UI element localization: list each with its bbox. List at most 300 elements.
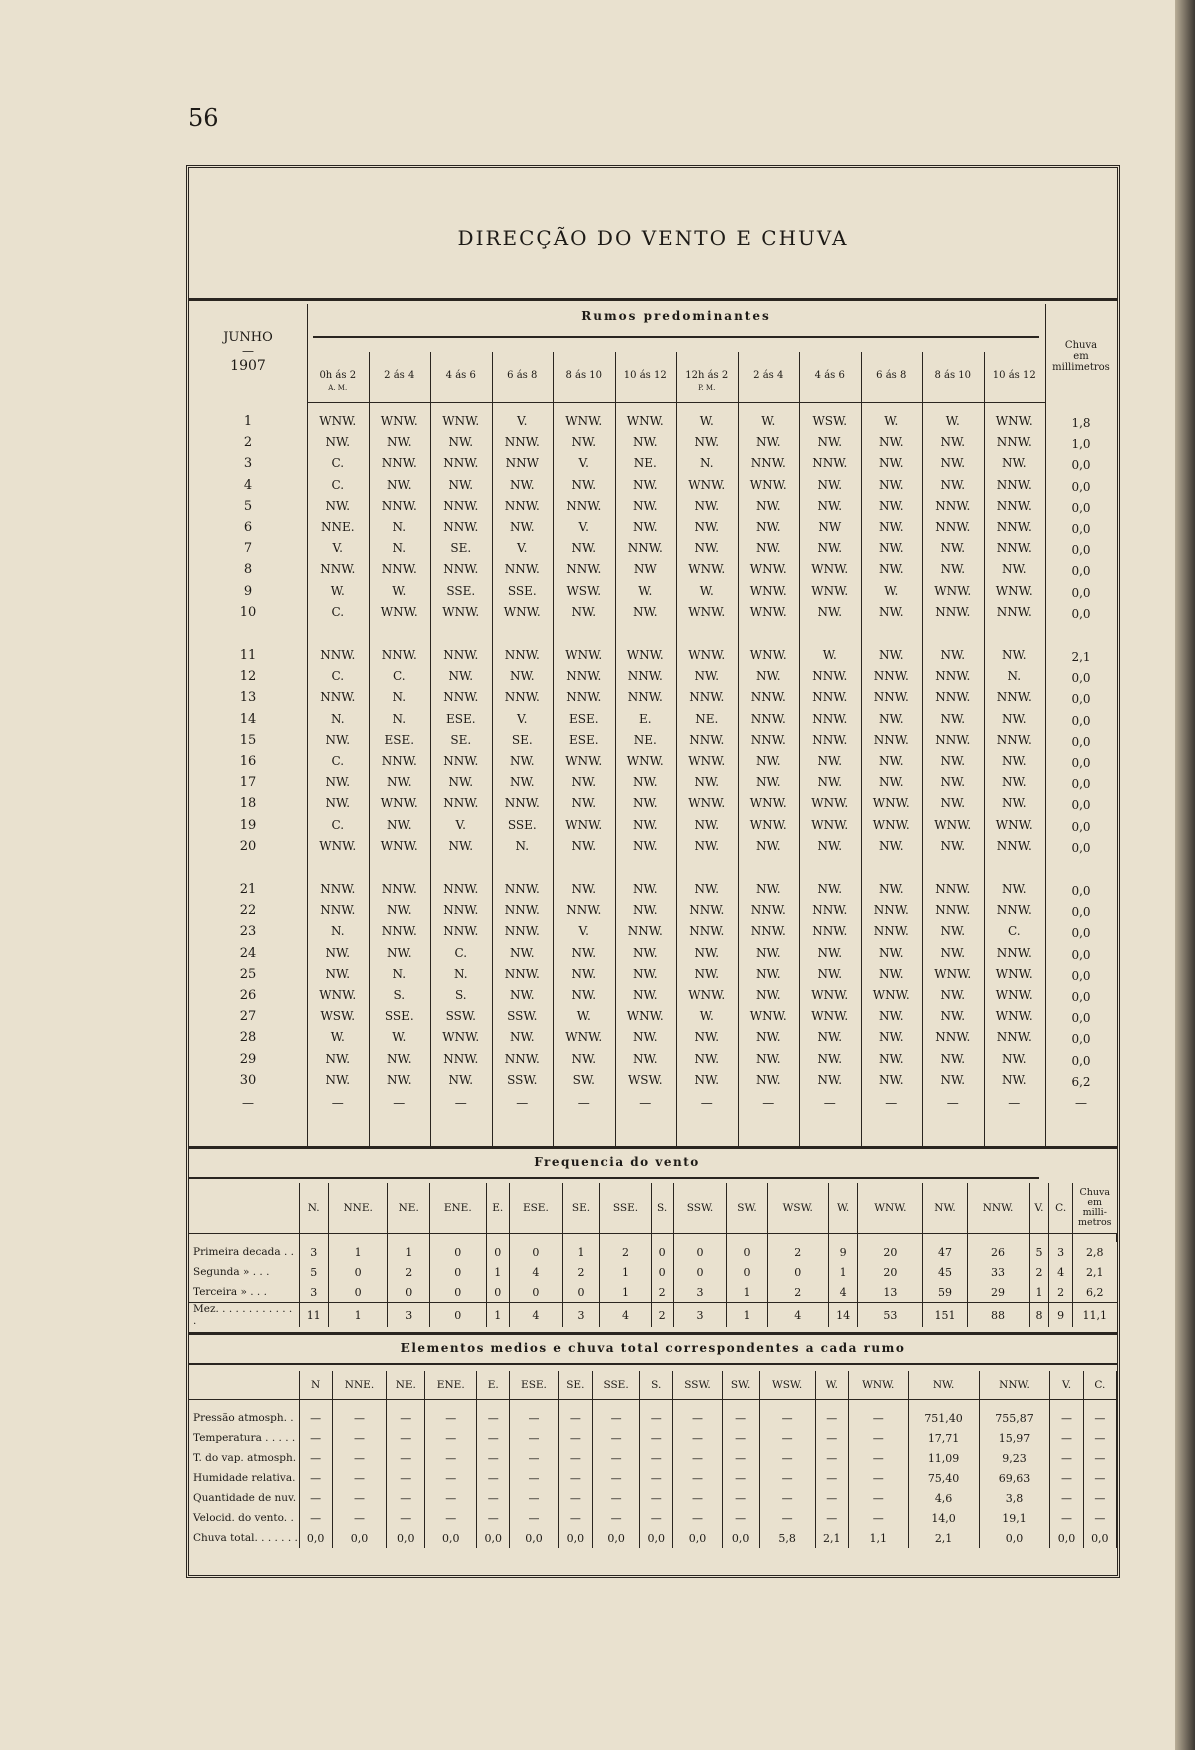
value-cell: 5,8 <box>759 1528 815 1548</box>
direction-header: SE. <box>558 1371 592 1400</box>
wind-direction-cell: NW. <box>632 477 658 492</box>
wind-direction-cell: NW. <box>817 882 843 896</box>
value-cell: — <box>722 1408 759 1428</box>
direction-header: W. <box>828 1183 857 1234</box>
value-cell: — <box>299 1508 332 1528</box>
value-cell: 53 <box>858 1303 923 1328</box>
day-number: 3 <box>243 456 253 472</box>
page-number: 56 <box>188 104 219 132</box>
day-number: 24 <box>239 945 257 961</box>
wind-direction-cell: SSE. <box>446 583 476 598</box>
wind-direction-cell: NW. <box>571 477 597 492</box>
wind-direction-cell: V. <box>578 520 589 534</box>
period-subheader: A. M. <box>328 384 348 392</box>
wind-direction-cell: NNW. <box>996 498 1032 513</box>
wind-direction-cell: NW. <box>940 477 966 492</box>
wind-direction-cell: NW. <box>694 838 720 853</box>
wind-direction-cell: NW. <box>325 498 351 513</box>
spacer-cell <box>600 1234 651 1243</box>
wind-direction-cell: NNW. <box>504 562 540 577</box>
value-cell: 1 <box>828 1262 857 1282</box>
wind-direction-cell: NW. <box>817 966 843 981</box>
period-header: 4 ás 6 <box>814 370 845 381</box>
column-rule <box>369 352 370 1146</box>
value-cell: — <box>510 1408 558 1428</box>
wind-direction-cell: NW. <box>1001 711 1027 726</box>
wind-direction-cell: NW. <box>878 754 904 768</box>
wind-direction-cell: NW. <box>755 966 781 981</box>
daily-rain: 0,0 <box>1071 926 1091 941</box>
direction-header: SE. <box>562 1183 600 1234</box>
wind-direction-cell: N. <box>515 838 530 853</box>
wind-direction-cell: NNW. <box>996 945 1032 960</box>
wind-direction-cell: NW. <box>1001 775 1027 790</box>
wind-direction-cell: NW. <box>1001 1072 1027 1087</box>
value-cell: 17,71 <box>908 1428 979 1448</box>
value-cell: 0 <box>510 1242 563 1262</box>
wind-direction-cell: NW. <box>325 1072 351 1087</box>
wind-direction-cell: W. <box>699 1009 714 1024</box>
wind-direction-cell: NNW. <box>381 648 417 662</box>
spacer-cell <box>1050 1400 1083 1409</box>
page-edge-shadow <box>1175 0 1195 1750</box>
wind-direction-cell: V. <box>578 456 589 471</box>
wind-direction-cell: NW. <box>571 966 597 981</box>
value-cell: — <box>815 1408 848 1428</box>
day-number: 19 <box>239 817 257 833</box>
value-cell: 5 <box>1029 1242 1049 1262</box>
value-cell: 2 <box>388 1262 430 1282</box>
wind-direction-cell: NW. <box>940 754 966 768</box>
value-cell: — <box>640 1508 673 1528</box>
value-cell: 2 <box>651 1303 673 1328</box>
wind-direction-cell: WNW. <box>688 988 726 1002</box>
title-box <box>189 168 1117 301</box>
wind-direction-cell: NW. <box>325 796 351 811</box>
wind-direction-cell: NW. <box>878 945 904 960</box>
day-number: 15 <box>239 732 257 748</box>
value-cell: — <box>722 1508 759 1528</box>
value-cell: — <box>848 1408 908 1428</box>
wind-direction-cell: NNW. <box>935 520 971 534</box>
value-cell: 0,0 <box>477 1528 510 1548</box>
value-cell: — <box>673 1488 722 1508</box>
value-cell: 3 <box>562 1303 600 1328</box>
day-number: 27 <box>239 1009 257 1025</box>
wind-direction-cell: WNW. <box>749 1009 787 1024</box>
direction-header: E. <box>486 1183 510 1234</box>
wind-direction-cell: NW. <box>571 988 597 1002</box>
wind-direction-cell: SSW. <box>445 1009 476 1024</box>
direction-header: WNW. <box>858 1183 923 1234</box>
wind-direction-cell: N. <box>1007 669 1022 684</box>
period-header: 4 ás 6 <box>445 370 476 381</box>
wind-direction-cell: NW. <box>694 1072 720 1087</box>
daily-rain: 0,0 <box>1071 777 1091 792</box>
wind-direction-cell: NNW. <box>320 690 356 705</box>
wind-direction-cell: NW. <box>694 498 720 513</box>
value-cell: — <box>848 1508 908 1528</box>
column-rule <box>922 352 923 1146</box>
value-cell: — <box>387 1508 425 1528</box>
spacer-cell <box>640 1400 673 1409</box>
day-number: 25 <box>239 966 257 982</box>
wind-direction-cell: NNW. <box>750 732 786 747</box>
wind-direction-cell: NNW. <box>443 924 479 939</box>
wind-direction-cell: NW. <box>632 775 658 790</box>
wind-direction-cell: NW. <box>940 1009 966 1024</box>
value-cell: 751,40 <box>908 1408 979 1428</box>
period-header: 8 ás 10 <box>934 370 972 381</box>
wind-direction-cell: NW. <box>755 1051 781 1066</box>
column-rule <box>615 352 616 1146</box>
wind-direction-cell: NNW. <box>996 838 1032 853</box>
wind-direction-cell: NNW. <box>443 796 479 811</box>
direction-header: SW. <box>722 1371 759 1400</box>
value-cell: 3 <box>673 1303 727 1328</box>
wind-direction-cell: NW. <box>632 882 658 896</box>
value-cell: — <box>673 1408 722 1428</box>
spacer-cell <box>486 1234 510 1243</box>
wind-direction-cell: NNW. <box>996 903 1032 918</box>
value-cell: — <box>1083 1468 1116 1488</box>
end-dash: — <box>242 1096 254 1110</box>
wind-direction-cell: NW. <box>755 882 781 896</box>
direction-header: N <box>299 1371 332 1400</box>
wind-direction-cell: NW. <box>878 648 904 662</box>
wind-direction-cell: NNW. <box>443 882 479 896</box>
direction-header: NNW. <box>979 1371 1050 1400</box>
wind-direction-cell: NNW. <box>750 690 786 705</box>
rain-value: 6,2 <box>1073 1282 1117 1303</box>
wind-direction-cell: W. <box>330 583 345 598</box>
value-cell: 4 <box>1049 1262 1073 1282</box>
wind-direction-cell: NW. <box>694 541 720 556</box>
wind-direction-cell: NW. <box>694 1030 720 1045</box>
wind-direction-cell: WNW. <box>934 583 972 598</box>
value-cell: 0 <box>486 1282 510 1303</box>
wind-direction-cell: NNW. <box>566 669 602 684</box>
value-cell: 1 <box>562 1242 600 1262</box>
period-header: 2 ás 4 <box>753 370 784 381</box>
wind-direction-cell: NW. <box>694 669 720 684</box>
wind-direction-cell: NNW. <box>873 732 909 747</box>
wind-direction-cell: NNW. <box>443 520 479 534</box>
wind-direction-cell: NNW. <box>566 498 602 513</box>
wind-direction-cell: NW. <box>632 817 658 832</box>
day-number: 29 <box>239 1051 257 1067</box>
row-label: Terceira » . . . <box>189 1282 299 1303</box>
wind-direction-cell: NNW. <box>812 711 848 726</box>
wind-direction-cell: NW. <box>940 838 966 853</box>
wind-direction-cell: NNW. <box>996 520 1032 534</box>
wind-direction-cell: WNW. <box>811 988 849 1002</box>
wind-direction-cell: S. <box>454 988 467 1002</box>
wind-direction-cell: N. <box>330 924 345 939</box>
wind-direction-cell: WNW. <box>442 604 480 619</box>
end-dash: — <box>393 1096 406 1110</box>
row-label: Chuva total. . . . . . . <box>189 1528 299 1548</box>
wind-direction-cell: NW. <box>386 817 412 832</box>
wind-direction-cell: WNW. <box>811 562 849 577</box>
wind-direction-cell: W. <box>822 648 837 662</box>
day-number: 16 <box>239 754 257 769</box>
wind-direction-cell: WNW. <box>934 817 972 832</box>
wind-direction-cell: WNW. <box>749 604 787 619</box>
daily-rain: 0,0 <box>1071 819 1091 834</box>
wind-direction-cell: WNW. <box>380 838 418 853</box>
wind-direction-cell: NNW. <box>996 690 1032 705</box>
rain-header-line: metros <box>1077 1217 1112 1228</box>
value-cell: 15,97 <box>979 1428 1050 1448</box>
daily-rain: 2,1 <box>1071 650 1091 664</box>
wind-direction-cell: NW. <box>940 796 966 811</box>
wind-direction-cell: WNW. <box>626 1009 664 1024</box>
wind-direction-cell: NNW. <box>812 732 848 747</box>
wind-direction-cell: V. <box>517 541 528 556</box>
value-cell: — <box>1050 1428 1083 1448</box>
wind-direction-cell: NNW. <box>689 690 725 705</box>
wind-direction-cell: NNW. <box>812 903 848 918</box>
month-year: 1907 <box>230 358 266 374</box>
wind-direction-cell: WNW. <box>811 796 849 811</box>
daily-rain: 0,0 <box>1071 968 1091 983</box>
value-cell: — <box>558 1488 592 1508</box>
wind-direction-cell: NW. <box>325 966 351 981</box>
wind-direction-cell: NW. <box>694 882 720 896</box>
wind-direction-cell: NW. <box>509 945 535 960</box>
wind-direction-cell: NNW. <box>935 669 971 684</box>
value-cell: 4 <box>828 1282 857 1303</box>
value-cell: — <box>759 1488 815 1508</box>
rain-value: 2,1 <box>1073 1262 1117 1282</box>
wind-direction-cell: NNW. <box>381 562 417 577</box>
wind-direction-cell: N. <box>453 966 468 981</box>
wind-direction-cell: WNW. <box>811 583 849 598</box>
table-frame <box>186 165 1120 1578</box>
value-cell: 69,63 <box>979 1468 1050 1488</box>
wind-direction-cell: NW. <box>878 882 904 896</box>
wind-direction-cell: NW. <box>386 903 412 918</box>
spacer-cell <box>299 1400 332 1409</box>
value-cell: — <box>759 1508 815 1528</box>
value-cell: 0,0 <box>673 1528 722 1548</box>
period-subheader: P. M. <box>698 384 716 392</box>
daily-rain: 0,0 <box>1071 884 1091 898</box>
elements-rule <box>189 1363 1117 1365</box>
wind-direction-cell: NNW. <box>381 924 417 939</box>
wind-direction-cell: NW. <box>817 435 843 450</box>
wind-direction-cell: NW. <box>632 988 658 1002</box>
wind-direction-cell: S. <box>393 988 406 1002</box>
value-cell: 0 <box>429 1282 486 1303</box>
spacer-cell <box>510 1400 558 1409</box>
wind-direction-cell: C. <box>331 456 345 471</box>
value-cell: 1 <box>328 1242 388 1262</box>
spacer-cell <box>332 1400 387 1409</box>
spacer-cell <box>722 1400 759 1409</box>
wind-direction-cell: NW. <box>817 1051 843 1066</box>
wind-direction-cell: NW. <box>694 775 720 790</box>
spacer-cell <box>1049 1234 1073 1243</box>
frequency-section <box>189 1146 1117 1332</box>
period-header: 8 ás 10 <box>565 370 603 381</box>
spacer-cell <box>593 1400 640 1409</box>
spacer-cell <box>328 1234 388 1243</box>
wind-direction-cell: NNW. <box>873 690 909 705</box>
wind-direction-cell: NW. <box>940 988 966 1002</box>
day-number: 6 <box>243 520 253 535</box>
value-cell: — <box>640 1428 673 1448</box>
end-dash: — <box>700 1096 713 1110</box>
wind-direction-cell: NW. <box>448 838 474 853</box>
value-cell: 0 <box>727 1242 767 1262</box>
wind-direction-cell: NW. <box>386 775 412 790</box>
wind-direction-cell: WNW. <box>319 414 357 428</box>
value-cell: — <box>387 1448 425 1468</box>
wind-direction-cell: NW. <box>1001 1051 1027 1066</box>
wind-direction-cell: WNW. <box>688 562 726 577</box>
day-number: 5 <box>243 498 253 514</box>
value-cell: — <box>722 1448 759 1468</box>
value-cell: 0 <box>429 1262 486 1282</box>
value-cell: 0 <box>388 1282 430 1303</box>
day-number: 12 <box>239 669 257 685</box>
wind-direction-cell: NW. <box>817 498 843 513</box>
value-cell: — <box>815 1508 848 1528</box>
wind-direction-cell: NW. <box>755 1030 781 1045</box>
wind-direction-cell: WNW. <box>934 966 972 981</box>
wind-direction-cell: NNW. <box>443 1051 479 1066</box>
month-dash: — <box>242 344 254 358</box>
wind-direction-cell: NNW. <box>504 1051 540 1066</box>
spacer-cell <box>673 1400 722 1409</box>
value-cell: 1 <box>388 1242 430 1262</box>
wind-direction-cell: WNW. <box>565 414 603 428</box>
spacer-cell <box>189 1400 299 1409</box>
wind-direction-cell: NW. <box>325 945 351 960</box>
value-cell: — <box>558 1508 592 1528</box>
wind-direction-cell: NW. <box>878 775 904 790</box>
wind-direction-cell: N. <box>392 711 407 726</box>
value-cell: 0 <box>651 1262 673 1282</box>
wind-direction-cell: NNW. <box>566 903 602 918</box>
value-cell: 1 <box>727 1303 767 1328</box>
frequency-table <box>189 1149 1117 1327</box>
spacer-cell <box>759 1400 815 1409</box>
wind-direction-cell: NW. <box>1001 562 1027 577</box>
spacer <box>189 1149 1117 1183</box>
value-cell: — <box>510 1468 558 1488</box>
wind-direction-cell: SSW. <box>507 1072 538 1087</box>
value-cell: — <box>425 1508 477 1528</box>
value-cell: 4,6 <box>908 1488 979 1508</box>
value-cell: 0,0 <box>425 1528 477 1548</box>
daily-rain: 0,0 <box>1071 543 1091 558</box>
value-cell: — <box>1050 1488 1083 1508</box>
wind-direction-cell: NNW. <box>873 903 909 918</box>
end-dash: — <box>1008 1096 1021 1110</box>
wind-direction-cell: NNW. <box>750 924 786 939</box>
value-cell: — <box>332 1508 387 1528</box>
day-number: 28 <box>239 1030 257 1046</box>
value-cell: 4 <box>510 1262 563 1282</box>
wind-direction-cell: NW. <box>878 562 904 577</box>
value-cell: — <box>332 1448 387 1468</box>
wind-direction-cell: NW. <box>817 541 843 556</box>
end-dash: — <box>1075 1096 1087 1110</box>
wind-direction-cell: WNW. <box>565 817 603 832</box>
spacer-cell <box>828 1234 857 1243</box>
wind-direction-cell: NW. <box>1001 796 1027 811</box>
row-label: Velocid. do vento. . <box>189 1508 299 1528</box>
value-cell: 0,0 <box>558 1528 592 1548</box>
day-number: 23 <box>239 924 257 940</box>
daily-rain: 0,0 <box>1071 1011 1091 1026</box>
wind-direction-cell: NNW. <box>443 648 479 662</box>
wind-direction-cell: NW. <box>325 732 351 747</box>
wind-direction-cell: NW. <box>571 541 597 556</box>
wind-direction-cell: C. <box>1007 924 1021 939</box>
wind-direction-cell: WSW. <box>320 1009 356 1024</box>
value-cell: 0,0 <box>299 1528 332 1548</box>
wind-direction-cell: NW. <box>448 435 474 450</box>
value-cell: — <box>593 1428 640 1448</box>
wind-direction-cell: NW. <box>1001 456 1027 471</box>
value-cell: 0 <box>510 1282 563 1303</box>
column-rule <box>553 352 554 1146</box>
wind-direction-cell: NW. <box>755 1072 781 1087</box>
value-cell: 0 <box>767 1262 828 1282</box>
end-dash: — <box>885 1096 898 1110</box>
wind-direction-cell: NW. <box>940 435 966 450</box>
value-cell: — <box>299 1408 332 1428</box>
wind-direction-cell: NW. <box>940 562 966 577</box>
day-number: 1 <box>243 414 253 429</box>
wind-direction-cell: NW. <box>878 1051 904 1066</box>
wind-direction-cell: NW <box>818 520 842 534</box>
wind-direction-cell: V. <box>332 541 343 556</box>
value-cell: — <box>1083 1508 1116 1528</box>
wind-direction-cell: N. <box>330 711 345 726</box>
value-cell: 151 <box>923 1303 967 1328</box>
daily-rain: 0,0 <box>1071 606 1091 621</box>
value-cell: 1 <box>1029 1282 1049 1303</box>
value-cell: 2 <box>600 1242 651 1262</box>
value-cell: 9 <box>1049 1303 1073 1328</box>
value-cell: — <box>477 1448 510 1468</box>
wind-direction-cell: NW. <box>632 945 658 960</box>
direction-header: C. <box>1083 1371 1116 1400</box>
wind-direction-cell: WNW. <box>565 1030 603 1045</box>
value-cell: — <box>848 1448 908 1468</box>
wind-direction-cell: NNW. <box>750 903 786 918</box>
value-cell: 9,23 <box>979 1448 1050 1468</box>
wind-direction-cell: WNW. <box>503 604 541 619</box>
wind-direction-cell: C. <box>331 817 345 832</box>
wind-direction-cell: NW. <box>878 520 904 534</box>
day-number: 17 <box>239 775 257 791</box>
wind-direction-cell: WNW. <box>872 796 910 811</box>
wind-direction-cell: WNW. <box>442 414 480 428</box>
wind-direction-cell: W. <box>945 414 960 428</box>
direction-header: E. <box>477 1371 510 1400</box>
direction-header: WSW. <box>767 1183 828 1234</box>
wind-direction-cell: W. <box>638 583 653 598</box>
value-cell: 33 <box>967 1262 1029 1282</box>
wind-direction-cell: W. <box>330 1030 345 1045</box>
wind-direction-cell: NNW. <box>443 456 479 471</box>
